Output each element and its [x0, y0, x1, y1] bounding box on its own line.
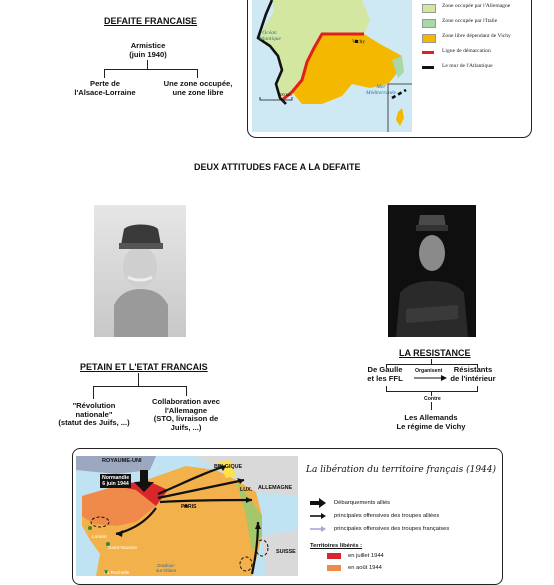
legend-row: Zone occupée par l'Allemagne: [442, 3, 510, 9]
place-paris: PARIS: [181, 504, 197, 510]
connector: [147, 60, 148, 69]
scale-label: 200 km: [278, 92, 292, 97]
armistice-label: Armistice (juin 1940): [129, 41, 167, 59]
swatch: [422, 4, 436, 13]
liberes-swatch-aout: [327, 565, 341, 571]
connector: [386, 391, 478, 392]
connector: [138, 373, 139, 386]
white-arrow-icon: [310, 526, 326, 532]
degaulle-label: De Gaulle et les FFL: [367, 365, 403, 383]
place-uk: ROYAUME-UNI: [102, 458, 142, 464]
place-allemagne: ALLEMAGNE: [258, 485, 293, 491]
place-normandie: Normandie 6 juin 1944: [102, 475, 130, 487]
place-oradour: Oradour- sur-Glane: [156, 563, 177, 573]
place-larochelle: La Rochelle: [104, 571, 130, 576]
legend-row: Zone occupée par l'Italie: [442, 18, 497, 24]
liberes-juillet: en juillet 1944: [348, 553, 384, 559]
petain-title: PETAIN ET L'ETAT FRANCAIS: [80, 362, 208, 372]
swatch: [422, 34, 436, 43]
legend-landings: Débarquements alliés: [334, 500, 391, 506]
perte-label: Perte de l'Alsace-Lorraine: [74, 79, 136, 97]
connector: [104, 69, 105, 78]
ocean-label: Océan Atlantique: [258, 30, 281, 42]
big-arrow-icon: [310, 498, 326, 508]
petain-portrait: [94, 205, 186, 337]
swatch: [422, 19, 436, 28]
black-arrow-icon: [310, 513, 326, 519]
connector: [197, 69, 198, 78]
place-suisse: SUISSE: [276, 549, 296, 555]
organisent-arrow: [414, 375, 448, 381]
legend-french: principales offensives des troupes françaises: [334, 526, 450, 532]
legend-row: Le mur de l'Atlantique: [442, 63, 493, 69]
place-lorient: Lorient: [92, 535, 107, 540]
connector: [93, 386, 186, 387]
france-1940-map: [252, 0, 412, 132]
swatch: [422, 66, 434, 69]
legend-allied: principales offensives des troupes alliées: [334, 513, 440, 519]
connector: [93, 386, 94, 399]
degaulle-portrait: [388, 205, 476, 337]
liberes-title: Territoires libérés :: [310, 543, 363, 549]
ennemis-label: Les Allemands Le régime de Vichy: [396, 413, 466, 431]
defaite-title: DEFAITE FRANCAISE: [104, 16, 198, 26]
zones-label: Une zone occupée, une zone libre: [163, 79, 233, 97]
section-title: DEUX ATTITUDES FACE A LA DEFAITE: [194, 162, 361, 172]
mer-label: Mer Méditerranée: [366, 84, 396, 96]
liberes-swatch-juillet: [327, 553, 341, 559]
resistance-title: LA RESISTANCE: [399, 348, 471, 358]
connector: [104, 69, 198, 70]
legend-row: Ligne de démarcation: [442, 48, 491, 54]
liberation-title: La libération du territoire français (1944): [306, 465, 497, 475]
revolution-label: "Révolution nationale" (statut des Juifs, ...): [58, 401, 130, 428]
swatch: [422, 51, 434, 54]
resistants-label: Résistants de l'intérieur: [450, 365, 496, 383]
legend-row: Zone libre dépendant de Vichy: [442, 33, 511, 39]
contre-label: Contre: [424, 396, 441, 402]
collaboration-label: Collaboration avec l'Allemagne (STO, livraison de Juifs, ...): [152, 397, 220, 433]
degaulle-photo: [388, 205, 476, 337]
map1-legend: [442, 3, 532, 73]
place-belgique: BELGIQUE: [214, 464, 243, 470]
organisent-label: Organisent: [415, 368, 443, 374]
vichy-label: Vichy: [352, 39, 366, 45]
petain-photo: [94, 205, 186, 337]
place-lux: LUX.: [240, 487, 253, 493]
connector: [186, 386, 187, 396]
liberes-aout: en août 1944: [348, 565, 382, 571]
place-saintnazaire: Saint-Nazaire: [108, 546, 138, 551]
